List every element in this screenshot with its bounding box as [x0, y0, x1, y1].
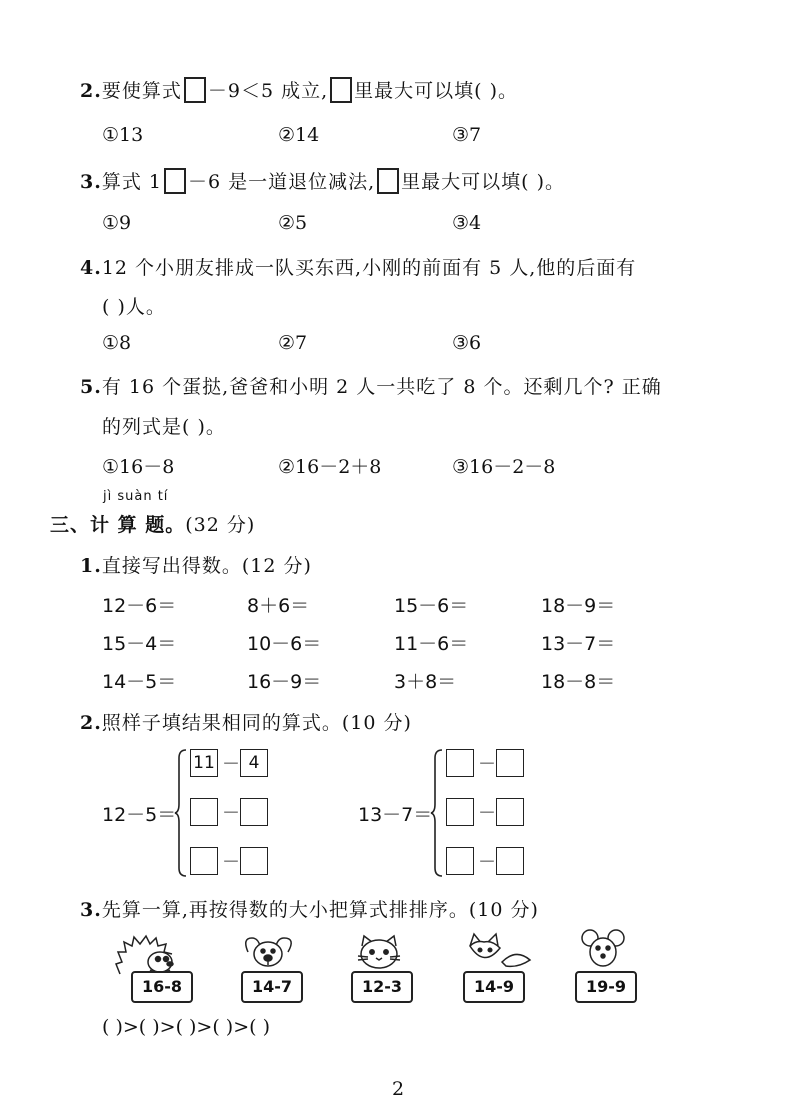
example-box-b: 4: [240, 749, 268, 777]
answer-box[interactable]: [446, 749, 474, 777]
answer-box[interactable]: [446, 798, 474, 826]
option-1[interactable]: ①8: [102, 332, 132, 354]
calc-item[interactable]: 13－7＝: [541, 633, 616, 655]
expression-card: 16-8: [131, 971, 193, 1003]
option-2[interactable]: ②7: [278, 332, 308, 354]
option-1[interactable]: ①13: [102, 124, 144, 146]
question-number: 2.: [80, 80, 102, 102]
question-text: 里最大可以填( )。: [401, 171, 566, 193]
question-2: [80, 76, 518, 103]
minus-sign: －: [478, 754, 496, 775]
question-text: 里最大可以填( )。: [354, 80, 518, 102]
answer-box[interactable]: [164, 168, 186, 194]
answer-box[interactable]: [190, 847, 218, 875]
example-box-a: 11: [190, 749, 218, 777]
sub-question-1: [80, 551, 312, 578]
right-expression: 13－7＝: [358, 804, 433, 826]
option-3[interactable]: ③7: [452, 124, 482, 146]
expression-card: 14-9: [463, 971, 525, 1003]
section-pinyin: jì suàn tí: [103, 489, 169, 504]
option-1[interactable]: ①9: [102, 212, 132, 234]
option-1[interactable]: ①16－8: [102, 456, 175, 478]
fox-icon: [462, 932, 534, 976]
minus-sign: －: [222, 754, 240, 775]
question-4-line-2: ( )人。: [102, 296, 166, 318]
answer-box[interactable]: [496, 847, 524, 875]
question-text: 照样子填结果相同的算式。(10 分): [101, 712, 412, 734]
question-text: 要使算式: [101, 80, 182, 102]
page-number: 2: [392, 1078, 405, 1100]
question-number: 5.: [80, 376, 102, 398]
question-5: [80, 372, 662, 399]
minus-sign: －: [222, 852, 240, 873]
question-text: 先算一算,再按得数的大小把算式排排序。(10 分): [101, 899, 539, 921]
sub-question-2: [80, 708, 412, 735]
option-3[interactable]: ③16－2－8: [452, 456, 556, 478]
sub-question-3: [80, 895, 539, 922]
question-number: 3.: [80, 899, 102, 921]
question-4: [80, 253, 636, 280]
calc-item[interactable]: 10－6＝: [247, 633, 322, 655]
answer-box[interactable]: [190, 798, 218, 826]
question-text: 12 个小朋友排成一队买东西,小刚的前面有 5 人,他的后面有: [101, 257, 637, 279]
dog-icon: [238, 932, 298, 976]
question-text: 算式 1: [101, 171, 162, 193]
expression-card: 14-7: [241, 971, 303, 1003]
expression-card: 12-3: [351, 971, 413, 1003]
option-2[interactable]: ②5: [278, 212, 308, 234]
answer-box[interactable]: [184, 77, 206, 103]
order-answer-line[interactable]: ( )>( )>( )>( )>( ): [102, 1016, 271, 1038]
left-expression: 12－5＝: [102, 804, 177, 826]
question-number: 1.: [80, 555, 102, 577]
answer-box[interactable]: [446, 847, 474, 875]
answer-box[interactable]: [240, 847, 268, 875]
calc-item[interactable]: 12－6＝: [102, 595, 177, 617]
minus-sign: －: [478, 803, 496, 824]
calc-item[interactable]: 15－4＝: [102, 633, 177, 655]
option-3[interactable]: ③6: [452, 332, 482, 354]
minus-sign: －: [478, 852, 496, 873]
option-2[interactable]: ②16－2＋8: [278, 456, 382, 478]
question-text: －9＜5 成立,: [207, 80, 329, 102]
calc-item[interactable]: 18－9＝: [541, 595, 616, 617]
question-text: 有 16 个蛋挞,爸爸和小明 2 人一共吃了 8 个。还剩几个? 正确: [101, 376, 662, 398]
question-number: 3.: [80, 171, 102, 193]
answer-box[interactable]: [496, 749, 524, 777]
left-brace: [174, 748, 188, 878]
question-text: 直接写出得数。(12 分): [101, 555, 312, 577]
question-3: [80, 167, 565, 194]
calc-item[interactable]: 16－9＝: [247, 671, 322, 693]
section-title-text: 三、计 算 题。: [50, 514, 186, 536]
question-number: 2.: [80, 712, 102, 734]
answer-box[interactable]: [240, 798, 268, 826]
question-text: －6 是一道退位减法,: [187, 171, 376, 193]
answer-box[interactable]: [330, 77, 352, 103]
section-title: [50, 510, 255, 537]
option-3[interactable]: ③4: [452, 212, 482, 234]
right-brace: [430, 748, 444, 878]
answer-box[interactable]: [377, 168, 399, 194]
calc-item[interactable]: 3＋8＝: [394, 671, 457, 693]
question-number: 4.: [80, 257, 102, 279]
calc-item[interactable]: 18－8＝: [541, 671, 616, 693]
cat-icon: [348, 932, 410, 976]
mouse-icon: [578, 928, 628, 974]
calc-item[interactable]: 15－6＝: [394, 595, 469, 617]
calc-item[interactable]: 8＋6＝: [247, 595, 310, 617]
answer-box[interactable]: [496, 798, 524, 826]
calc-item[interactable]: 11－6＝: [394, 633, 469, 655]
minus-sign: －: [222, 803, 240, 824]
calc-item[interactable]: 14－5＝: [102, 671, 177, 693]
expression-card: 19-9: [575, 971, 637, 1003]
option-2[interactable]: ②14: [278, 124, 320, 146]
question-5-line-2: 的列式是( )。: [102, 416, 226, 438]
section-score: (32 分): [185, 514, 256, 536]
